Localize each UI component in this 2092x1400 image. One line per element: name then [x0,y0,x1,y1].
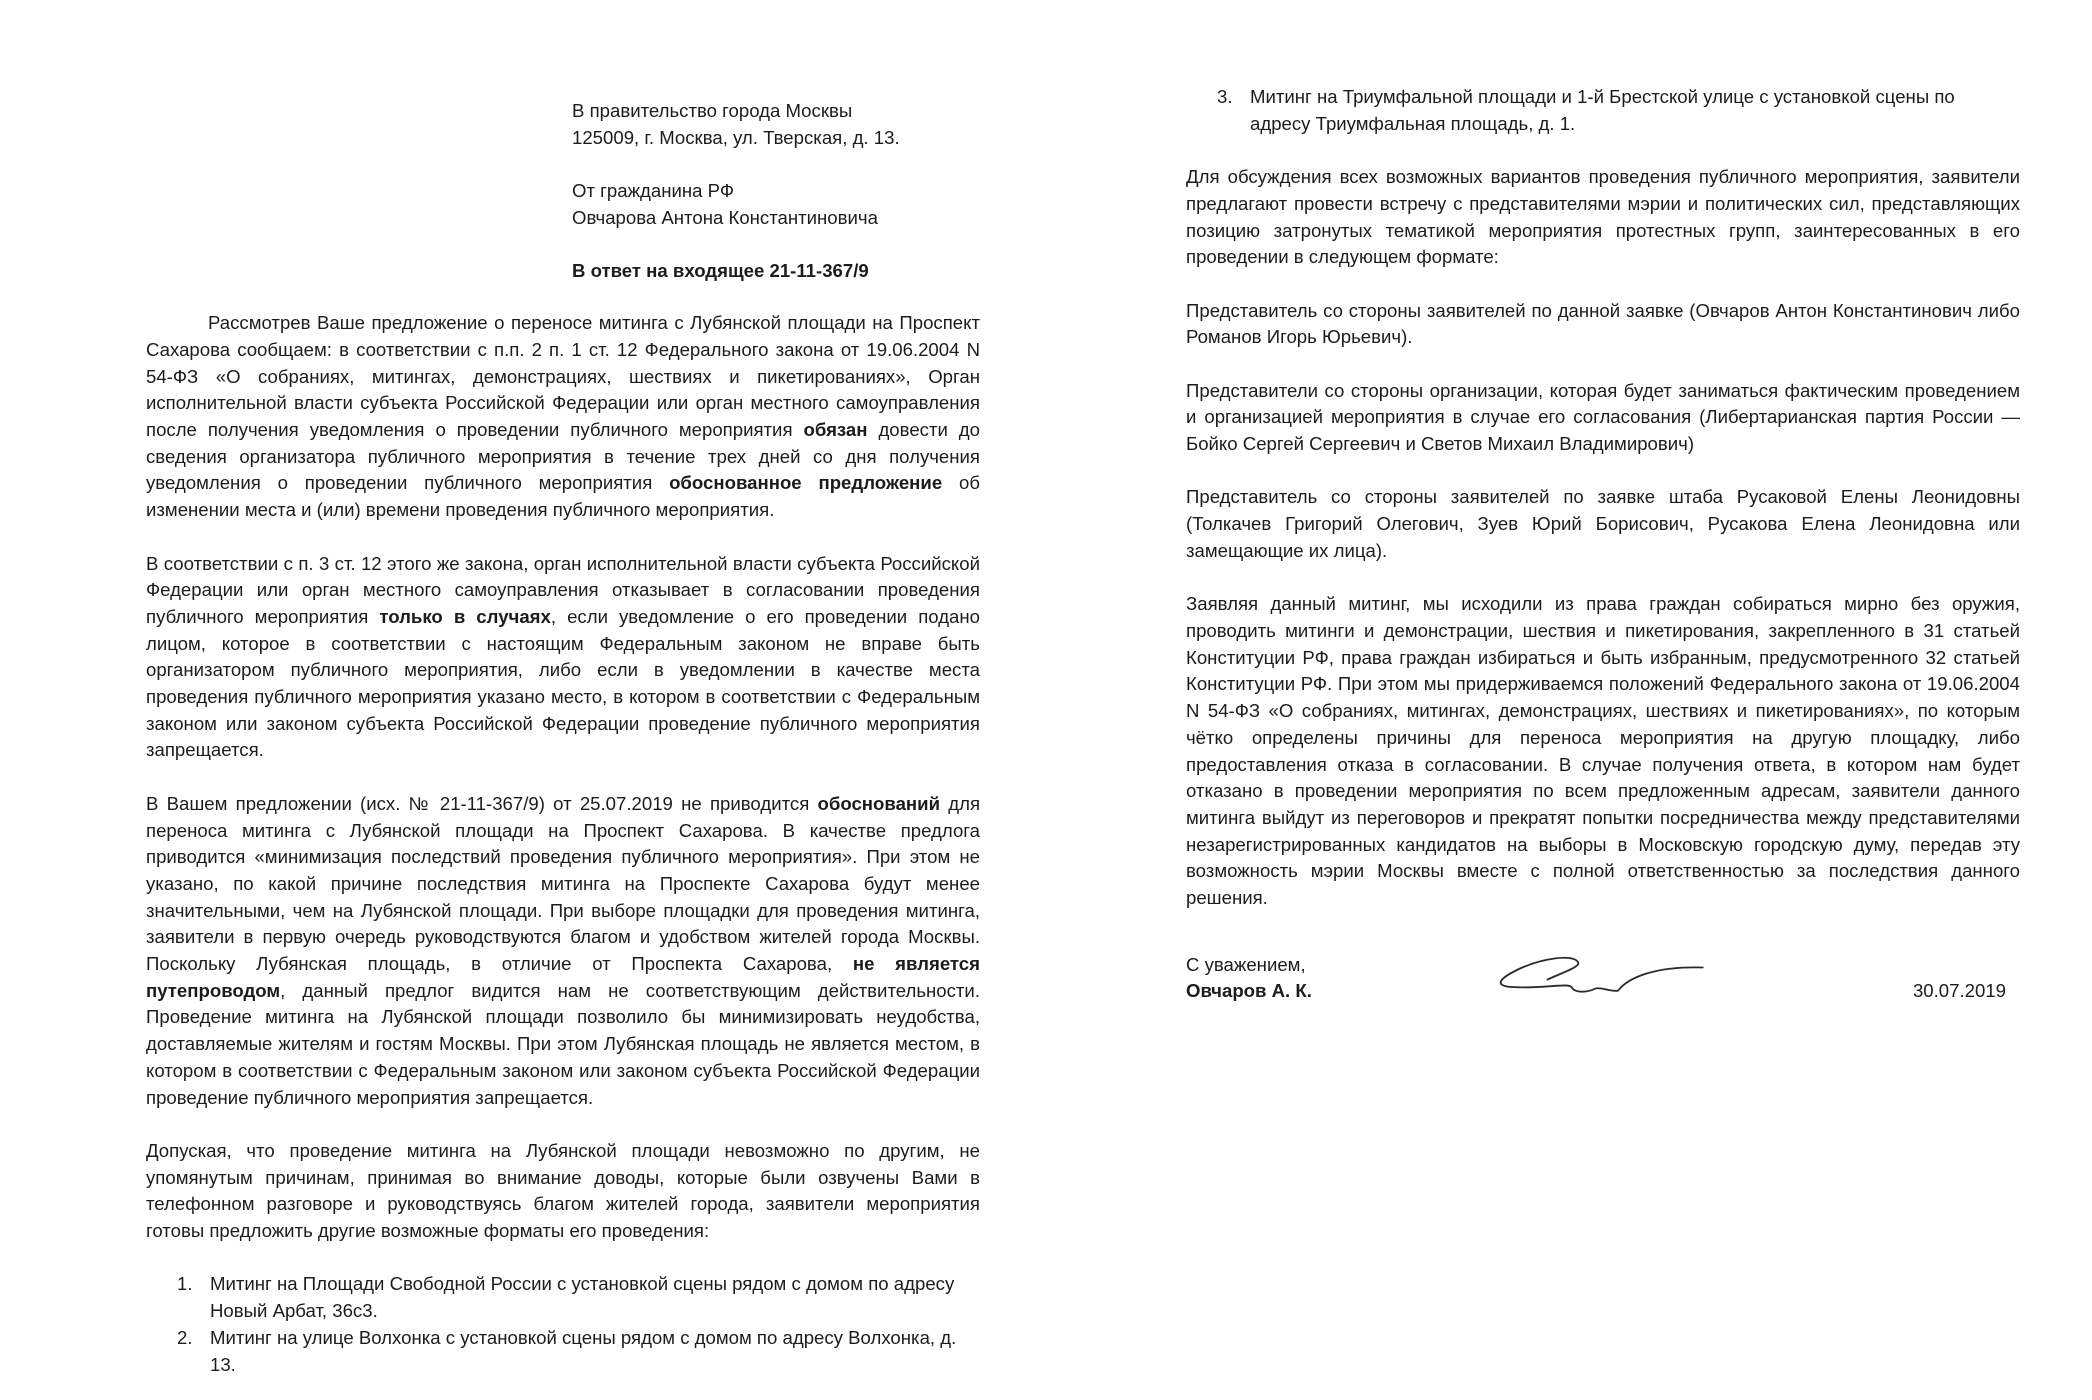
paragraph-3 [146,791,980,1111]
paragraph-5: Для обсуждения всех возможных вариантов проведения публичного мероприятия, заявители предлагают провести встречу с представителями мэрии и политических сил, представляющих позицию затронутых тематикой мероприятия протестных групп, заинтересованных в его проведении в следующем формате: [1186,166,2020,268]
list-number: 1. [177,1273,193,1295]
sender-block [572,178,980,231]
paragraph-8: Представитель со стороны заявителей по заявке штаба Русаковой Елены Леонидовны (Толкачев Григорий Олегович, Зуев Юрий Борисович, Русакова Елена Леонидовна или замещающие их лица). [1186,486,2020,561]
list-number: 3. [1217,86,1233,107]
left-page [146,98,980,1378]
paragraph-text: об изменении места и (или) времени проведения публичного мероприятия. [146,472,980,521]
list-number: 2. [177,1326,193,1348]
signature-block [1186,952,2020,1012]
signer-name: Овчаров А. К. [1186,980,1312,1002]
list-text: Митинг на улице Волхонка с установкой сцены рядом с домом по адресу Волхонка, д. 13. [210,1326,957,1375]
recipient-address: 125009, г. Москва, ул. Тверская, д. 13. [572,126,900,148]
letter-date: 30.07.2019 [1912,980,2006,1002]
list-item [1186,84,2020,137]
paragraph-4: Допуская, что проведение митинга на Лубянской площади невозможно по другим, не упомянутым причинам, принимая во внимание доводы, которые были озвучены Вами в телефонном разговоре и руководствуясь благом жителей города, заявители мероприятия готовы предложить другие возможные форматы его проведения: [146,1139,980,1242]
paragraph-text: довести до сведения организатора публичного мероприятия в течение трех дней со дня получения уведомления о проведении публичного мероприятия [146,419,980,494]
sender-name: Овчарова Антона Константиновича [572,206,878,228]
emphasis-text: обоснований [817,792,941,814]
paragraph-1 [146,310,980,524]
reference-title: В ответ на входящее 21-11-367/9 [572,259,869,281]
paragraph-text: Рассмотрев Ваше предложение о переносе митинга с Лубянской площади на Проспект Сахарова сообщаем: в соответствии с п.п. 2 п. 1 ст. 12 Федерального закона от 19.06.2004 N 54-ФЗ «О собраниях, митингах, демонстрациях, шествиях и пикетированиях», Орган исполнительной власти субъекта Российской Федерации или орган местного самоуправления после получения уведомления о проведении публичного мероприятия [146,312,980,441]
paragraph-text: , если уведомление о его проведении подано лицом, которое в соответствии с настоящим Федеральным законом не вправе быть организатором публичного мероприятия, либо если в уведомлении в качестве места проведения публичного мероприятия указано место, в котором в соответствии с Федеральным законом или законом субъекта Российской Федерации проведение публичного мероприятия запрещается. [146,605,980,761]
handwritten-signature-icon [1464,948,1754,1008]
recipient-block [572,98,980,151]
emphasis-text: обоснованное предложение [669,472,943,494]
emphasis-text: обязан [803,419,868,441]
list-item [146,1271,980,1324]
closing-text: С уважением, [1186,953,1306,975]
sender-line: От гражданина РФ [572,180,734,202]
recipient-line: В правительство города Москвы [572,100,853,121]
paragraph-text: В Вашем предложении (исх. № 21-11-367/9) от 25.07.2019 не приводится [146,792,818,814]
paragraph-2 [146,551,980,765]
paragraph-9: Заявляя данный митинг, мы исходили из права граждан собираться мирно без оружия, проводить митинги и демонстрации, шествия и пикетирования, закрепленного в 31 статьей Конституции РФ, права граждан избираться и быть избранным, предусмотренного 32 статьей Конституции РФ. При этом мы придерживаемся положений Федерального закона от 19.06.2004 N 54-ФЗ «О собраниях, митингах, демонстрациях, шествиях и пикетированиях», по которым чётко определены причины для переноса мероприятия на другую площадку, либо предоставления отказа в согласовании. В случае получения ответа, в котором нам будет отказано в проведении мероприятия по всем предложенным адресам, заявители данного митинга выйдут из переговоров и прекратят попытки посредничества между представителями незарегистрированных кандидатов на выборы в Московскую городскую думу, передав эту возможность мэрии Москвы вместе с полной ответственностью за последствия данного решения. [1186,593,2020,909]
venue-options-list-continued [1186,84,2020,137]
paragraph-6: Представитель со стороны заявителей по данной заявке (Овчаров Антон Константинович либо Романов Игорь Юрьевич). [1186,299,2020,348]
emphasis-text: не является путепроводом [146,953,980,1001]
list-item [146,1325,980,1378]
right-page [1186,84,2020,1012]
paragraph-text: , данный предлог видится нам не соответствующим действительности. Проведение митинга на Лубянской площади позволило бы минимизировать неудобства, доставляемые жителям и гостям Москвы. При этом Лубянская площадь не является местом, в котором в соответствии с Федеральным законом или законом субъекта Российской Федерации проведение публичного мероприятия запрещается. [146,979,980,1108]
paragraph-text: В соответствии с п. 3 ст. 12 этого же закона, орган исполнительной власти субъекта Российской Федерации или орган местного самоуправления отказывает в согласовании проведения публичного мероприятия [146,552,980,627]
venue-options-list [146,1271,980,1378]
paragraph-text: для переноса митинга с Лубянской площади на Проспект Сахарова. В качестве предлога приводится «минимизация последствий проведения публичного мероприятия». При этом не указано, по какой причине последствия митинга на Проспекте Сахарова будут менее значительными, чем на Лубянской площади. При выборе площадки для проведения митинга, заявители в первую очередь руководствуются благом и удобством жителей города Москвы. Поскольку Лубянская площадь, в отличие от Проспекта Сахарова, [146,792,981,975]
list-text: Митинг на Триумфальной площади и 1-й Брестской улице с установкой сцены по адресу Триумфальная площадь, д. 1. [1250,86,1955,134]
list-text: Митинг на Площади Свободной России с установкой сцены рядом с домом по адресу Новый Арбат, 36с3. [210,1273,955,1322]
paragraph-7: Представители со стороны организации, которая будет заниматься фактическим проведением и организацией мероприятия в случае его согласования (Либертарианская партия России — Бойко Сергей Сергеевич и Светов Михаил Владимирович) [1186,379,2020,455]
emphasis-text: только в случаях [379,605,551,627]
